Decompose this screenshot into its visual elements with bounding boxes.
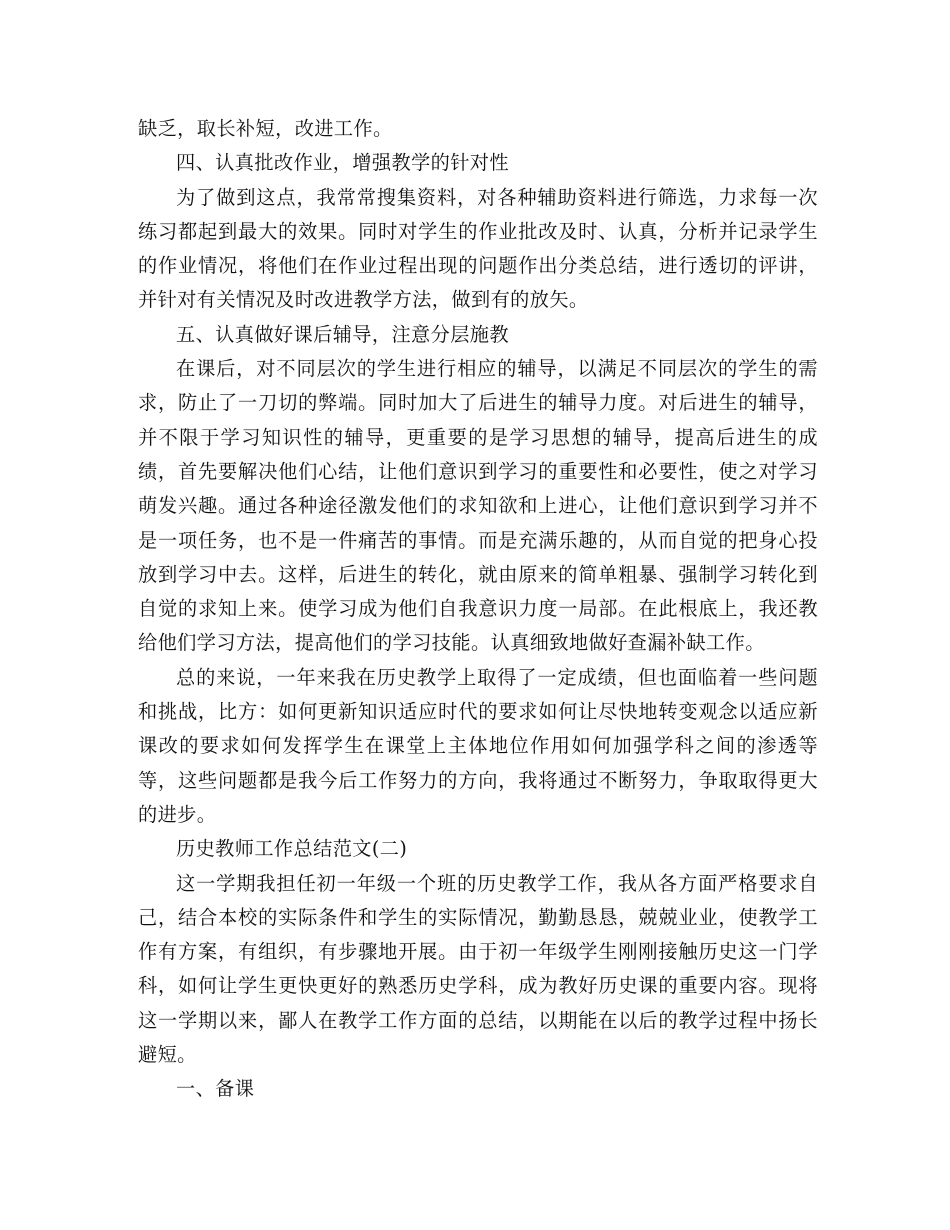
paragraph-homework: 为了做到这点，我常常搜集资料，对各种辅助资料进行筛选，力求每一次练习都起到最大的效果。同时对学生的作业批改及时、认真，分析并记录学生的作业情况，将他们在作业过程出现的问题作出分类总结，进行透切的评讲，并针对有关情况及时改进教学方法，做到有的放矢。 [138, 185, 818, 312]
section-heading-homework: 四、认真批改作业，增强教学的针对性 [176, 151, 509, 175]
paragraph-continuation: 缺乏，取长补短，改进工作。 [138, 117, 393, 140]
paragraph-tutoring: 在课后，对不同层次的学生进行相应的辅导，以满足不同层次的学生的需求，防止了一刀切的弊端。同时加大了后进生的辅导力度。对后进生的辅导，并不限于学习知识性的辅导，更重要的是学习思想的辅导，提高后进生的成绩，首先要解决他们心结，让他们意识到学习的重要性和必要性，使之对学习萌发兴趣。通过各种途径激发他们的求知欲和上进心，让他们意识到学习并不是一项任务，也不是一件痛苦的事情。而是充满乐趣的，从而自觉的把身心投放到学习中去。这样，后进生的转化，就由原来的简单粗暴、强制学习转化到自觉的求知上来。使学习成为他们自我意识力度一局部。在此根底上，我还教给他们学习方法，提高他们的学习技能。认真细致地做好查漏补缺工作。 [138, 357, 818, 655]
section-heading-tutoring: 五、认真做好课后辅导，注意分层施教 [176, 322, 509, 346]
document-subtitle: 历史教师工作总结范文(二) [176, 837, 408, 861]
section-heading-lesson-prep: 一、备课 [176, 1077, 255, 1101]
paragraph-intro-two: 这一学期我担任初一年级一个班的历史教学工作，我从各方面严格要求自己，结合本校的实际条件和学生的实际情况，勤勤恳恳，兢兢业业，使教学工作有方案，有组织，有步骤地开展。由于初一年级学生刚刚接触历史这一门学科，如何让学生更快更好的熟悉历史学科，成为教好历史课的重要内容。现将这一学期以来，鄙人在教学工作方面的总结，以期能在以后的教学过程中扬长避短。 [138, 871, 818, 1067]
paragraph-summary: 总的来说，一年来我在历史教学上取得了一定成绩，但也面临着一些问题和挑战，比方：如何更新知识适应时代的要求如何让尽快地转变观念以适应新课改的要求如何发挥学生在课堂上主体地位作用如何加强学科之间的渗透等等，这些问题都是我今后工作努力的方向，我将通过不断努力，争取取得更大的进步。 [138, 665, 818, 826]
document-body [138, 112, 818, 1107]
